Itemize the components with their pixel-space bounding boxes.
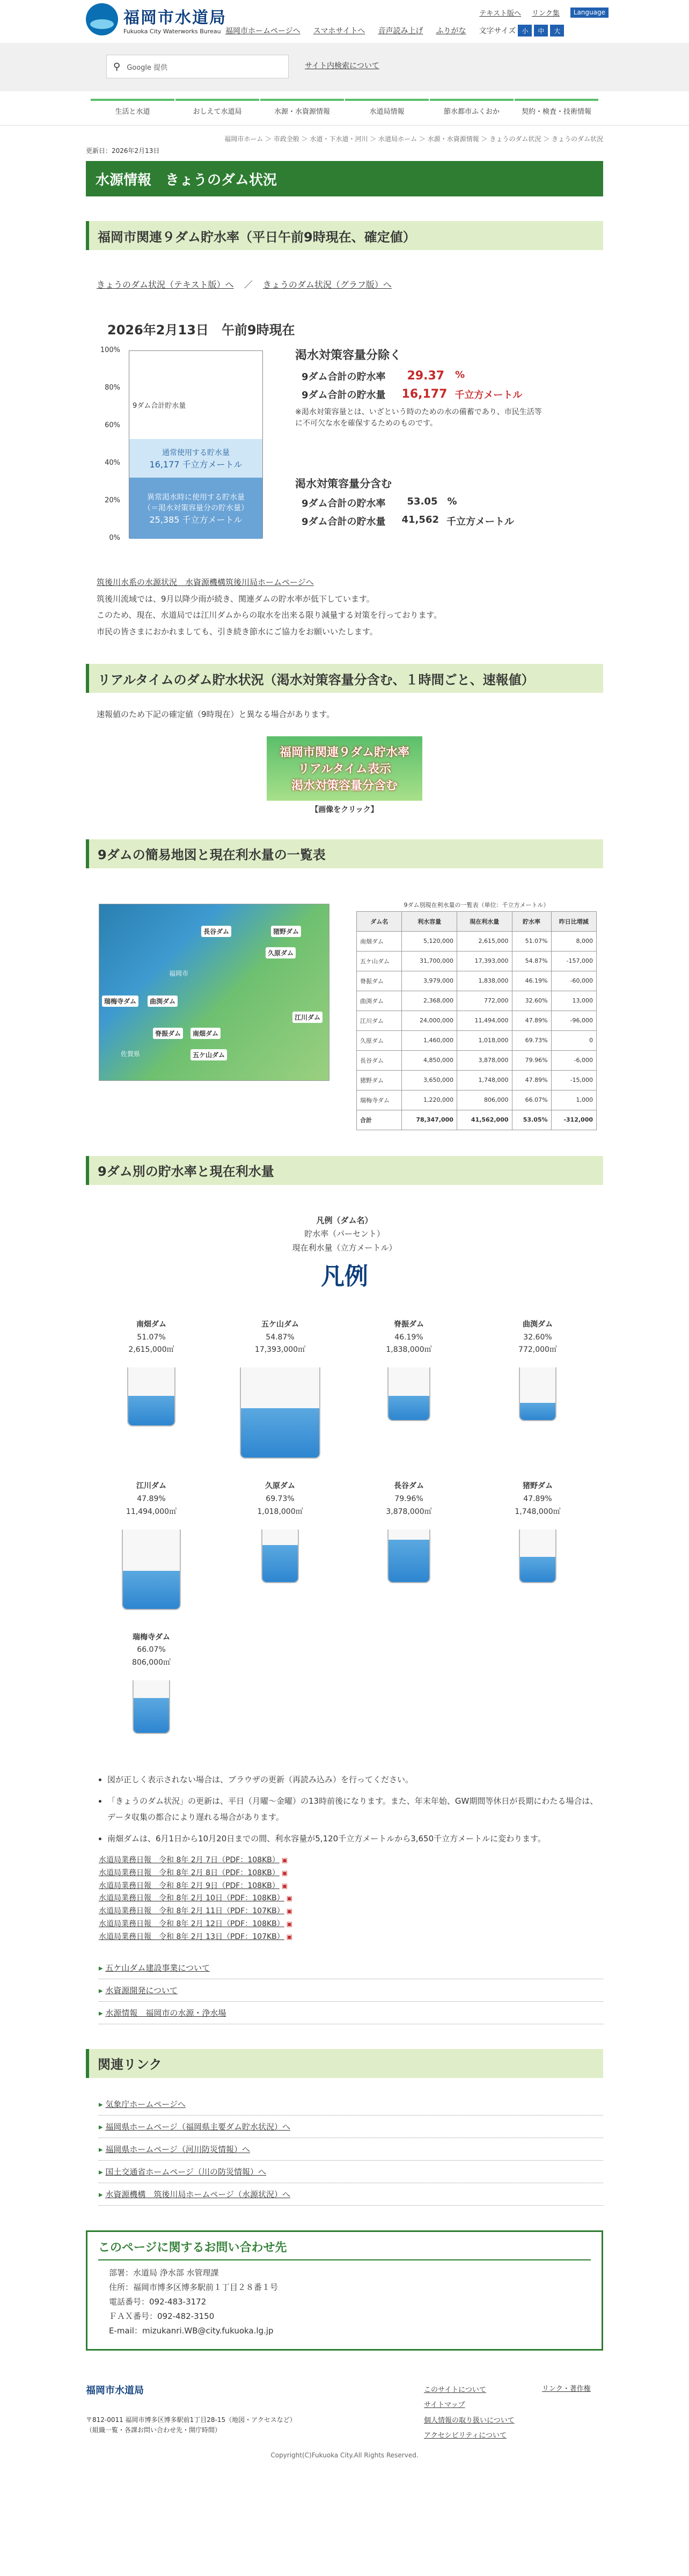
extra-link[interactable]: 水資源開発について [105,1985,178,1995]
cup-water-fill [520,1403,555,1420]
site-search-info-link[interactable]: サイト内検索について [305,62,379,70]
bar-top-label: 9ダム合計貯水量 [133,401,186,410]
cup-name: 南畑ダム [136,1320,166,1329]
pdf-link[interactable]: 水道局業務日報 令和 8年 2月 10日（PDF：108KB） [99,1894,284,1903]
water-cup-icon [261,1529,299,1583]
table-cell: 瑞梅寺ダム [357,1090,402,1110]
table-cell: 3,979,000 [402,971,457,991]
table-cell: 11,494,000 [457,1011,512,1030]
pdf-link[interactable]: 水道局業務日報 令和 8年 2月 9日（PDF：108KB） [99,1881,280,1890]
table-row [357,951,597,971]
map-pin: 猪野ダム [271,926,301,937]
related-link[interactable]: 水資源機構 筑後川局ホームページ（水源状況）へ [105,2189,291,2199]
dam-cup [87,1319,216,1459]
table-header: 貯水率 [512,911,551,931]
pdf-link[interactable]: 水道局業務日報 令和 8年 2月 11日（PDF：107KB） [99,1907,284,1916]
table-cell: 2,615,000 [457,931,512,951]
cup-water-fill [389,1540,429,1582]
legend-icon: 凡例 [321,1263,368,1290]
search-input[interactable] [106,55,289,78]
contact-line: ＦＡＸ番号：092-482-3150 [109,2311,215,2321]
furigana-link[interactable]: ふりがな [436,27,466,35]
font-size-label: 文字サイズ [479,27,516,35]
cup-water-fill [389,1396,429,1420]
extra-link[interactable]: 五ケ山ダム建設事業について [105,1963,210,1973]
map-pin: 久原ダム [266,947,296,958]
gnav-item[interactable]: 生活と水道 [91,99,174,120]
table-cell: -15,000 [551,1070,596,1090]
seg2-label: 異常渇水時に使用する貯水量 [147,493,245,502]
table-cell: 41,562,000 [457,1110,512,1130]
map-pin: 五ケ山ダム [190,1049,227,1060]
table-cell: 1,460,000 [402,1030,457,1050]
cup-vol: 1,838,000㎥ [386,1345,432,1355]
global-nav [0,99,689,126]
table-cell: 脊振ダム [357,971,402,991]
realtime-banner[interactable] [267,736,422,801]
table-cell: 0 [551,1030,596,1050]
related-link[interactable]: 国土交通省ホームページ（川の防災情報）へ [105,2167,267,2177]
breadcrumb[interactable]: 福岡市ホーム ＞ 市政全般 ＞ 水道・下水道・河川 ＞ 水道局ホーム ＞ 水源・水資源情報 ＞ きょうのダム状況 ＞ きょうのダム状況 [224,135,603,143]
contact-title: このページに関するお問い合わせ先 [98,2238,591,2260]
dam-cup [344,1480,473,1609]
vol-unit: 千立方メートル [455,390,523,401]
logo-mark-icon [86,3,118,35]
link-separator: ／ [244,280,253,290]
section-heading-dam-rate: 福岡市関連９ダム貯水率（平日午前9時現在、確定値） [86,221,603,250]
footer [86,2367,603,2463]
table-row [357,971,597,991]
table-cell: 8,000 [551,931,596,951]
axis-tick: 60% [105,421,120,429]
table-cell: 66.07% [512,1090,551,1110]
font-size-small-button[interactable]: 小 [518,25,532,36]
rate2-label: 9ダム合計の貯水率 [302,498,386,509]
legend-line: 凡例（ダム名） [316,1215,373,1225]
cup-rate: 79.96% [394,1494,423,1503]
gnav-item[interactable]: おしえて水道局 [175,99,259,120]
rate2-value: 53.05 [407,496,438,507]
related-link[interactable]: 福岡県ホームページ（河川防災情報）へ [105,2144,251,2154]
table-cell: 久原ダム [357,1030,402,1050]
table-cell: 17,393,000 [457,951,512,971]
table-cell: 31,700,000 [402,951,457,971]
table-cell: 47.89% [512,1011,551,1030]
notice-para-3: 市民の皆さまにおかれましても、引き続き節水にご協力をお願いいたします。 [97,626,378,636]
cup-rate: 69.73% [266,1494,295,1503]
vol2-label: 9ダム合計の貯水量 [302,516,386,528]
water-cup-icon [387,1529,430,1583]
cup-vol: 772,000㎥ [518,1345,557,1355]
dam-cup [87,1631,216,1734]
table-cell: 772,000 [457,991,512,1011]
table-cell: -312,000 [551,1110,596,1130]
axis-tick: 20% [105,496,120,504]
note-item: • 「きょうのダム状況」の更新は、平日（月曜〜金曜）の13時前後になります。また、年末年始、GW期間等休日が長期にわたる場合は、データ収集の都合により遅れる場合があります。 [107,1793,603,1825]
table-cell: 806,000 [457,1090,512,1110]
water-cup-icon [133,1680,170,1734]
vol-label: 9ダム合計の貯水量 [302,390,386,401]
map-pin: 長谷ダム [201,926,231,937]
dam-cup [216,1319,344,1459]
notes-list [107,1772,603,1847]
table-cell: 1,000 [551,1090,596,1110]
table-cell: 1,018,000 [457,1030,512,1050]
axis-tick: 80% [105,384,120,392]
water-cup-icon [240,1367,320,1459]
cup-rate: 47.89% [137,1494,166,1503]
banner-line: 福岡市関連９ダム貯水率 [279,746,409,759]
footer-link[interactable]: アクセシビリティについて [424,2432,507,2440]
vol-value: 16,177 [401,387,448,401]
smartphone-link[interactable]: スマホサイトへ [313,27,365,35]
rate2-unit: % [447,496,457,507]
cup-water-fill [241,1408,319,1458]
table-row [357,1090,597,1110]
notice-para-1: 筑後川流域では、9月以降少雨が続き、関連ダムの貯水率が低下しています。 [97,594,375,604]
cup-water-fill [123,1571,180,1609]
water-cup-icon [122,1529,181,1610]
table-cell: 3,878,000 [457,1050,512,1070]
cup-water-fill [128,1396,174,1425]
rate-value: 29.37 [407,369,445,383]
cup-vol: 3,878,000㎥ [386,1507,432,1516]
dam-cup [344,1319,473,1459]
table-row [357,1011,597,1030]
note-item: • 図が正しく表示されない場合は、ブラウザの更新（再読み込み）を行ってください。 [107,1772,603,1788]
cup-water-fill [262,1545,298,1582]
table-cell: -6,000 [551,1050,596,1070]
contact-email[interactable]: E-mail：mizukanri.WB@city.fukuoka.lg.jp [109,2325,274,2336]
footer-logo[interactable]: 福岡市水道局 [86,2384,144,2396]
section-heading-map: 9ダムの簡易地図と現在利水量の一覧表 [86,839,603,868]
contact-line: 住所：福岡市博多区博多駅前１丁目２８番１号 [109,2282,278,2292]
gnav-item[interactable]: 節水都市ふくおか [430,99,514,120]
table-cell: 79.96% [512,1050,551,1070]
banner-line: リアルタイム表示 [298,763,391,776]
water-cup-icon [127,1367,175,1426]
footer-address: 〒812-0011 福岡市博多区博多駅前1丁目28-15（地図・アクセスなど） [86,2416,296,2424]
footer-link[interactable]: 個人情報の取り扱いについて [424,2416,515,2425]
footer-link[interactable]: サイトマップ [424,2401,465,2410]
section-heading-related: 関連リンク [86,2049,603,2078]
contact-box [86,2230,603,2351]
drought-note: ※渇水対策容量とは、いざという時のための水の備蓄であり、市民生活等に不可欠な水を確保するためのものです。 [295,408,542,428]
pdf-icon: ▣ [286,1907,293,1915]
table-cell: 合計 [357,1110,402,1130]
note-item: • 南畑ダムは、6月1日から10月20日までの間、利水容量が5,120千立方メートルから3,650千立方メートルに変わります。 [107,1831,603,1847]
map-pin: 南畑ダム [190,1028,221,1039]
cup-name: 五ケ山ダム [261,1320,299,1329]
text-version-dam-link[interactable]: きょうのダム状況（テキスト版）へ [97,280,234,290]
banner-caption: 【画像をクリック】 [311,805,378,814]
cup-rate: 51.07% [137,1333,166,1342]
table-cell: 江川ダム [357,1011,402,1030]
search-area [0,43,689,91]
table-cell: 曲渕ダム [357,991,402,1011]
cup-vol: 1,748,000㎥ [515,1507,561,1516]
site-logo[interactable] [86,3,226,35]
chart-date: 2026年2月13日 午前9時現在 [107,323,295,338]
table-header: ダム名 [357,911,402,931]
cup-name: 曲渕ダム [523,1320,553,1329]
cup-vol: 806,000㎥ [132,1658,171,1667]
section-heading-cups: 9ダム別の貯水率と現在利水量 [86,1156,603,1185]
map-pin: 江川ダム [292,1012,322,1023]
table-cell: 五ケ山ダム [357,951,402,971]
table-row [357,1030,597,1050]
voice-link[interactable]: 音声読み上げ [378,27,423,35]
table-cell: 3,650,000 [402,1070,457,1090]
pdf-icon: ▣ [281,1869,288,1877]
pdf-link[interactable]: 水道局業務日報 令和 8年 2月 7日（PDF：108KB） [99,1855,280,1864]
cup-name: 長谷ダム [394,1482,424,1491]
table-row [357,1050,597,1070]
footer-link-copyright[interactable]: リンク・著作権 [542,2384,591,2393]
storage-chart [86,309,603,566]
table-cell: 猪野ダム [357,1070,402,1090]
section-heading-realtime: リアルタイムのダム貯水状況（渇水対策容量分含む、１時間ごと、速報値） [86,664,603,693]
language-button[interactable]: Language [570,8,609,18]
table-cell: 69.73% [512,1030,551,1050]
legend-line: 現在利水量（立方メートル） [292,1242,397,1253]
table-header: 現在利水量 [457,911,512,931]
table-cell: 1,220,000 [402,1090,457,1110]
cup-name: 猪野ダム [523,1482,553,1491]
top-bar [0,0,689,43]
table-cell: 1,838,000 [457,971,512,991]
table-header: 利水容量 [402,911,457,931]
link-collection-link[interactable]: リンク集 [532,10,560,18]
dam-cup [87,1480,216,1609]
map-pin: 脊振ダム [153,1028,183,1039]
axis-tick: 100% [100,346,120,354]
updated-date: 更新日：2026年2月13日 [86,147,160,155]
search-placeholder: Google 提供 [127,63,168,72]
cup-vol: 11,494,000㎥ [126,1507,177,1516]
info2-title: 渇水対策容量分含む [295,477,392,490]
table-cell: 53.05% [512,1110,551,1130]
logo-title: 福岡市水道局 [123,8,226,27]
bar-segment-drought [129,478,262,539]
table-row [357,1070,597,1090]
cup-rate: 32.60% [523,1333,552,1342]
logo-subtitle: Fukuoka City Waterworks Bureau [123,27,221,35]
vol2-value: 41,562 [401,514,439,525]
cup-name: 瑞梅寺ダム [133,1633,170,1642]
cup-water-fill [520,1557,555,1582]
copyright: Copyright(C)Fukuoka City.All Rights Reserved. [270,2451,419,2459]
dam-cup [473,1319,602,1459]
vol2-unit: 千立方メートル [446,516,514,528]
table-row [357,1110,597,1130]
pdf-link[interactable]: 水道局業務日報 令和 8年 2月 8日（PDF：108KB） [99,1868,280,1877]
pdf-icon: ▣ [286,1894,293,1902]
water-cup-icon [519,1529,556,1583]
water-cup-icon [519,1367,556,1421]
dam-cup [216,1480,344,1609]
table-cell: -60,000 [551,971,596,991]
extra-links [99,1957,603,2024]
seg1-label: 通常使用する貯水量 [162,448,230,457]
extra-link[interactable]: 水源情報 福岡市の水源・浄水場 [105,2008,226,2018]
related-link[interactable]: 福岡県ホームページ（福岡県主要ダム貯水状況）へ [105,2121,291,2132]
chikugo-source-link[interactable]: 筑後川水系の水源状況 水資源機構筑後川局ホームページへ [97,577,314,587]
pdf-icon: ▣ [286,1933,293,1941]
gnav-item[interactable]: 水源・水資源情報 [260,99,344,120]
main-content [86,161,603,2463]
legend [86,1214,603,1297]
pdf-icon: ▣ [281,1856,288,1864]
map-label: 佐賀県 [121,1050,141,1058]
map-label: 福岡市 [169,969,189,977]
info-title: 渇水対策容量分除く [295,349,402,362]
text-version-link[interactable]: テキスト版へ [479,10,522,18]
table-row [357,991,597,1011]
notice-para-2: このため、現在、水道局では江川ダムからの取水を出来る限り減量する対策を行っております。 [97,610,442,620]
cup-vol: 1,018,000㎥ [257,1507,303,1516]
table-cell: 78,347,000 [402,1110,457,1130]
footer-link[interactable]: このサイトについて [424,2385,486,2394]
table-cell: -157,000 [551,951,596,971]
cup-rate: 66.07% [137,1645,166,1655]
bar-segment-normal [129,439,262,478]
rate-label: 9ダム合計の貯水率 [302,371,386,383]
dam-map [99,904,329,1081]
map-pin: 曲渕ダム [148,996,178,1007]
cup-grid [86,1319,603,1734]
cup-water-fill [134,1698,169,1733]
graph-version-dam-link[interactable]: きょうのダム状況（グラフ版）へ [262,280,392,290]
page-title: 水源情報 きょうのダム状況 [86,161,603,196]
related-link[interactable]: 気象庁ホームページへ [105,2099,186,2109]
cup-vol: 17,393,000㎥ [254,1345,306,1355]
table-cell: 5,120,000 [402,931,457,951]
table-cell: 47.89% [512,1070,551,1090]
gnav-item[interactable]: 水道局情報 [345,99,429,120]
rate-unit: % [455,369,465,380]
table-cell: 1,748,000 [457,1070,512,1090]
pdf-icon: ▣ [281,1882,288,1890]
table-cell: 24,000,000 [402,1011,457,1030]
dam-table [356,901,597,1130]
font-size-medium-button[interactable]: 中 [534,25,548,36]
table-header: 昨日比増減 [551,911,596,931]
axis-tick: 40% [105,459,120,467]
dam-cup [473,1480,602,1609]
cup-name: 脊振ダム [394,1320,424,1329]
cup-rate: 54.87% [266,1333,295,1342]
pdf-icon: ▣ [286,1920,293,1928]
seg2-value: 25,385 千立方メートル [149,514,243,525]
pdf-link[interactable]: 水道局業務日報 令和 8年 2月 13日（PDF：107KB） [99,1932,284,1941]
cup-rate: 47.89% [523,1494,552,1503]
pdf-list [99,1854,603,1944]
cup-vol: 2,615,000㎥ [128,1345,174,1355]
table-cell: -96,000 [551,1011,596,1030]
water-cup-icon [387,1367,430,1421]
table-cell: 32.60% [512,991,551,1011]
contact-line: 電話番号：092-483-3172 [109,2296,207,2307]
cup-name: 久原ダム [265,1482,295,1491]
pdf-link[interactable]: 水道局業務日報 令和 8年 2月 12日（PDF：108KB） [99,1919,284,1928]
table-caption: 9ダム別現在利水量の一覧表（単位：千立方メートル） [404,901,549,909]
font-size-large-button[interactable]: 大 [550,25,564,36]
table-cell: 2,368,000 [402,991,457,1011]
city-home-link[interactable]: 福岡市ホームページへ [225,27,300,35]
storage-bar [129,350,263,538]
footer-hours[interactable]: （組織一覧・各課お問い合わせ先・開庁時間） [86,2426,222,2434]
table-cell: 長谷ダム [357,1050,402,1070]
seg2-sub: （＝渇水対策容量分の貯水量） [143,503,248,513]
cup-name: 江川ダム [136,1482,166,1491]
seg1-value: 16,177 千立方メートル [149,459,243,470]
search-icon: ⚲ [113,61,121,72]
realtime-note: 速報値のため下記の確定値（9時現在）と異なる場合があります。 [97,709,335,719]
cup-rate: 46.19% [394,1333,423,1342]
gnav-item[interactable]: 契約・検査・技術情報 [515,99,598,120]
table-cell: 南畑ダム [357,931,402,951]
table-cell: 54.87% [512,951,551,971]
contact-line: 部署：水道局 浄水部 水管理課 [109,2267,219,2278]
map-table-area [86,884,603,1131]
related-links [99,2093,603,2206]
table-row [357,931,597,951]
legend-line: 貯水率（パーセント） [304,1229,385,1239]
table-cell: 51.07% [512,931,551,951]
axis-tick: 0% [109,534,120,542]
table-cell: 4,850,000 [402,1050,457,1070]
map-pin: 瑞梅寺ダム [102,996,138,1007]
table-cell: 13,000 [551,991,596,1011]
banner-line: 渇水対策容量分含む [291,779,398,793]
table-cell: 46.19% [512,971,551,991]
